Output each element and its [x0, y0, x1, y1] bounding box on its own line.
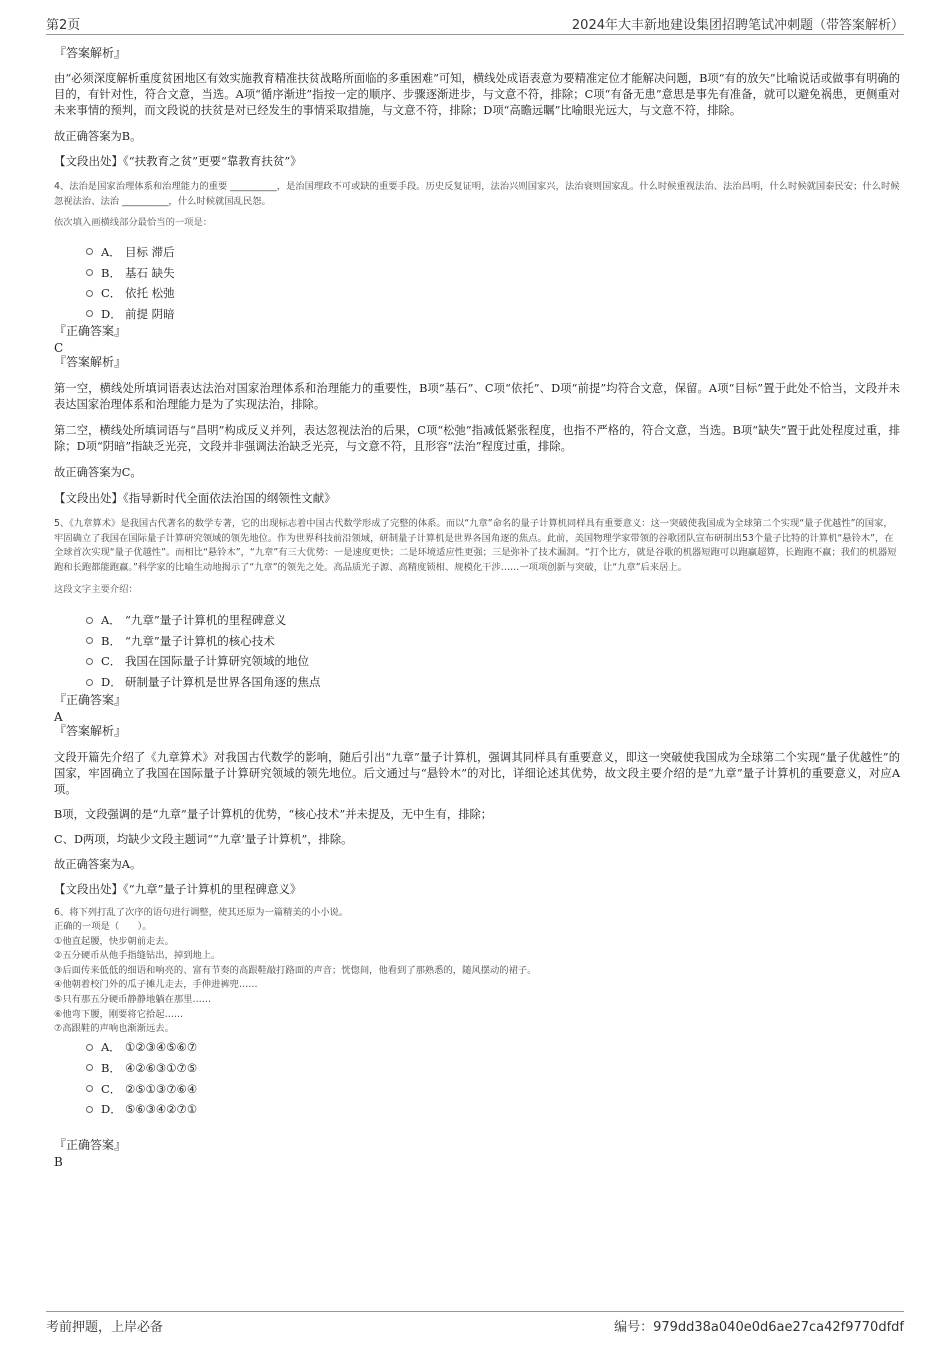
option-b[interactable]: B． 基石 缺失 [86, 262, 900, 283]
analysis-paragraph: B项，文段强调的是“九章”量子计算机的优势，“核心技术”并未提及，无中生有，排除； [54, 807, 493, 821]
sentence-item: ③后面传来低低的细语和响亮的、富有节奏的高跟鞋敲打路面的声音；恍惚间，他看到了那熟悉的，随风摆动的裙子。 [54, 964, 537, 976]
option-c[interactable]: C． ②⑤①③⑦⑥④ [86, 1078, 900, 1099]
answer-value: C [54, 341, 64, 356]
option-d[interactable]: D． 前提 阴暗 [86, 304, 900, 325]
document-body [54, 46, 900, 1169]
sentence-item: ⑤只有那五分硬币静静地躺在那里…… [54, 994, 212, 1006]
analysis-label: 『答案解析』 [54, 723, 127, 738]
question-prompt: 正确的一项是（ ）。 [54, 921, 152, 933]
option-list [86, 610, 900, 693]
option-d[interactable]: D． 研制量子计算机是世界各国角逐的焦点 [86, 672, 900, 693]
analysis-paragraph: 由“必须深度解析重度贫困地区有效实施教育精准扶贫战略所面临的多重困难”可知，横线处成语表意为要精准定位才能解决问题，B项“有的放矢”比喻说话或做事有明确的目的，有针对性，符合文意，当选。A项“循序渐进”指按一定的顺序、步骤逐渐进步，与文意不符，排除；C项“有备无患”意思是事先有准备，就可以避免祸患，更侧重对未来事情的预判，而文段说的扶贫是对已经发生的事情采取措施，与文意不符，排除；D项“高瞻远瞩”比喻眼光远大，与文意不符，排除。 [54, 72, 900, 117]
page-number: 第2页 [46, 18, 81, 33]
analysis-paragraph: 第二空，横线处所填词语与“昌明”构成反义并列，表达忽视法治的后果，C项“松弛”指减低紧张程度，也指不严格的，符合文意，当选。B项“缺失”置于此处程度过重，排除；D项“阴暗”指缺乏光亮，文段并非强调法治缺乏光亮，与文意不符，且形容“法治”程度过重，排除。 [54, 424, 900, 454]
radio-icon[interactable] [86, 617, 93, 624]
answer-value: B [54, 1154, 63, 1169]
radio-icon[interactable] [86, 1044, 93, 1051]
sentence-item: ④他朝着校门外的瓜子摊儿走去，手伸进裤兜…… [54, 979, 258, 991]
sentence-item: ②五分硬币从他手指缝钻出，掉到地上。 [54, 950, 221, 962]
analysis-paragraph: 第一空，横线处所填词语表达法治对国家治理体系和治理能力的重要性，B项“基石”、C项“依托”、D项“前提”均符合文意，保留。A项“目标”置于此处不恰当，文段并未表达国家治理体系和治理能力是为了实现法治，排除。 [54, 382, 900, 412]
radio-icon[interactable] [86, 637, 93, 644]
sentence-item: ①他直起腰，快步朝前走去。 [54, 935, 174, 947]
answer-value: A [54, 709, 63, 724]
question-prompt: 依次填入画横线部分最恰当的一项是： [54, 217, 213, 228]
page-footer [46, 1311, 904, 1336]
source-citation: 【文段出处】《“九章”量子计算机的里程碑意义》 [54, 881, 302, 896]
option-list [86, 1037, 900, 1120]
question-stem: 6、将下列打乱了次序的语句进行调整，使其还原为一篇精美的小小说。 [54, 906, 349, 918]
radio-icon[interactable] [86, 1085, 93, 1092]
option-a[interactable]: A． ①②③④⑤⑥⑦ [86, 1037, 900, 1058]
option-list [86, 242, 900, 325]
radio-icon[interactable] [86, 290, 93, 297]
analysis-conclusion: 故正确答案为C。 [54, 466, 142, 480]
document-id: 编号：979dd38a040e0d6ae27ca42f9770dfdf [614, 1320, 904, 1335]
question-stem: 4、法治是国家治理体系和治理能力的重要 __________，是治国理政不可或缺的重要手段。历史反复证明，法治兴则国家兴，法治衰则国家乱。什么时候重视法治、法治昌明，什么时候就国泰民安；什么时候忽视法治、法治 __________，什么时候就国乱民怨。 [54, 181, 900, 207]
radio-icon[interactable] [86, 658, 93, 665]
option-b[interactable]: B． ④②⑥③①⑦⑤ [86, 1058, 900, 1079]
radio-icon[interactable] [86, 248, 93, 255]
analysis-paragraph: 文段开篇先介绍了《九章算术》对我国古代数学的影响，随后引出“九章”量子计算机，强调其同样具有重要意义，即这一突破使我国成为全球第二个实现“量子优越性”的国家，牢固确立了我国在国际量子计算研究领域的领先地位。后文通过与“悬铃木”的对比，详细论述其优势，故文段主要介绍的是“九章”量子计算机的重要意义，对应A项。 [54, 750, 900, 796]
option-a[interactable]: A． 目标 滞后 [86, 242, 900, 263]
option-c[interactable]: C． 我国在国际量子计算研究领域的地位 [86, 651, 900, 672]
analysis-conclusion: 故正确答案为A。 [54, 857, 142, 871]
radio-icon[interactable] [86, 1064, 93, 1071]
document-title: 2024年大丰新地建设集团招聘笔试冲刺题（带答案解析） [571, 18, 904, 33]
answer-label: 『正确答案』 [54, 692, 127, 707]
radio-icon[interactable] [86, 679, 93, 686]
answer-label: 『正确答案』 [54, 1137, 127, 1152]
option-c[interactable]: C． 依托 松弛 [86, 283, 900, 304]
option-a[interactable]: A． “九章”量子计算机的里程碑意义 [86, 610, 900, 631]
radio-icon[interactable] [86, 310, 93, 317]
question-prompt: 这段文字主要介绍： [54, 584, 138, 596]
source-citation: 【文段出处】《指导新时代全面依法治国的纲领性文献》 [54, 491, 336, 506]
radio-icon[interactable] [86, 269, 93, 276]
analysis-label: 『答案解析』 [54, 355, 127, 370]
option-b[interactable]: B． “九章”量子计算机的核心技术 [86, 630, 900, 651]
source-citation: 【文段出处】《“扶教育之贫”更要“靠教育扶贫”》 [54, 154, 302, 168]
option-d[interactable]: D． ⑤⑥③④②⑦① [86, 1099, 900, 1120]
analysis-label: 『答案解析』 [54, 46, 127, 60]
sentence-item: ⑥他弯下腰，刚要将它拾起…… [54, 1008, 184, 1020]
radio-icon[interactable] [86, 1106, 93, 1113]
analysis-paragraph: C、D两项，均缺少文段主题词““九章’量子计算机”，排除。 [54, 832, 353, 846]
footer-slogan: 考前押题，上岸必备 [46, 1320, 164, 1335]
analysis-conclusion: 故正确答案为B。 [54, 130, 142, 143]
question-stem: 5、《九章算术》是我国古代著名的数学专著，它的出现标志着中国古代数学形成了完整的体系。而以“九章”命名的量子计算机同样具有重要意义：这一突破使我国成为全球第二个实现“量子优越性”的国家，牢固确立了我国在国际量子计算研究领域的领先地位。作为世界科技前沿领域，研制量子计算机是世界各国角逐的焦点。此前，美国物理学家带领的谷歌团队宣布研制出53个量子比特的计算机“悬铃木”，在全球首次实现“量子优越性”。而相比“悬铃木”，“九章”有三大优势：一是速度更快；二是环境适应性更强；三是弥补了技术漏洞。“打个比方，就是谷歌的机器短跑可以跑赢超算，长跑跑不赢；我们的机器短跑和长跑都能跑赢。”科学家的比喻生动地揭示了“九章”的领先之处。高品质光子源、高精度锁相、规模化干涉……一项项创新与突破，让“九章”后来居上。 [54, 518, 897, 573]
sentence-list [54, 906, 900, 1037]
page-header [46, 12, 904, 35]
sentence-item: ⑦高跟鞋的声响也渐渐远去。 [54, 1023, 174, 1035]
answer-label: 『正确答案』 [54, 324, 127, 339]
